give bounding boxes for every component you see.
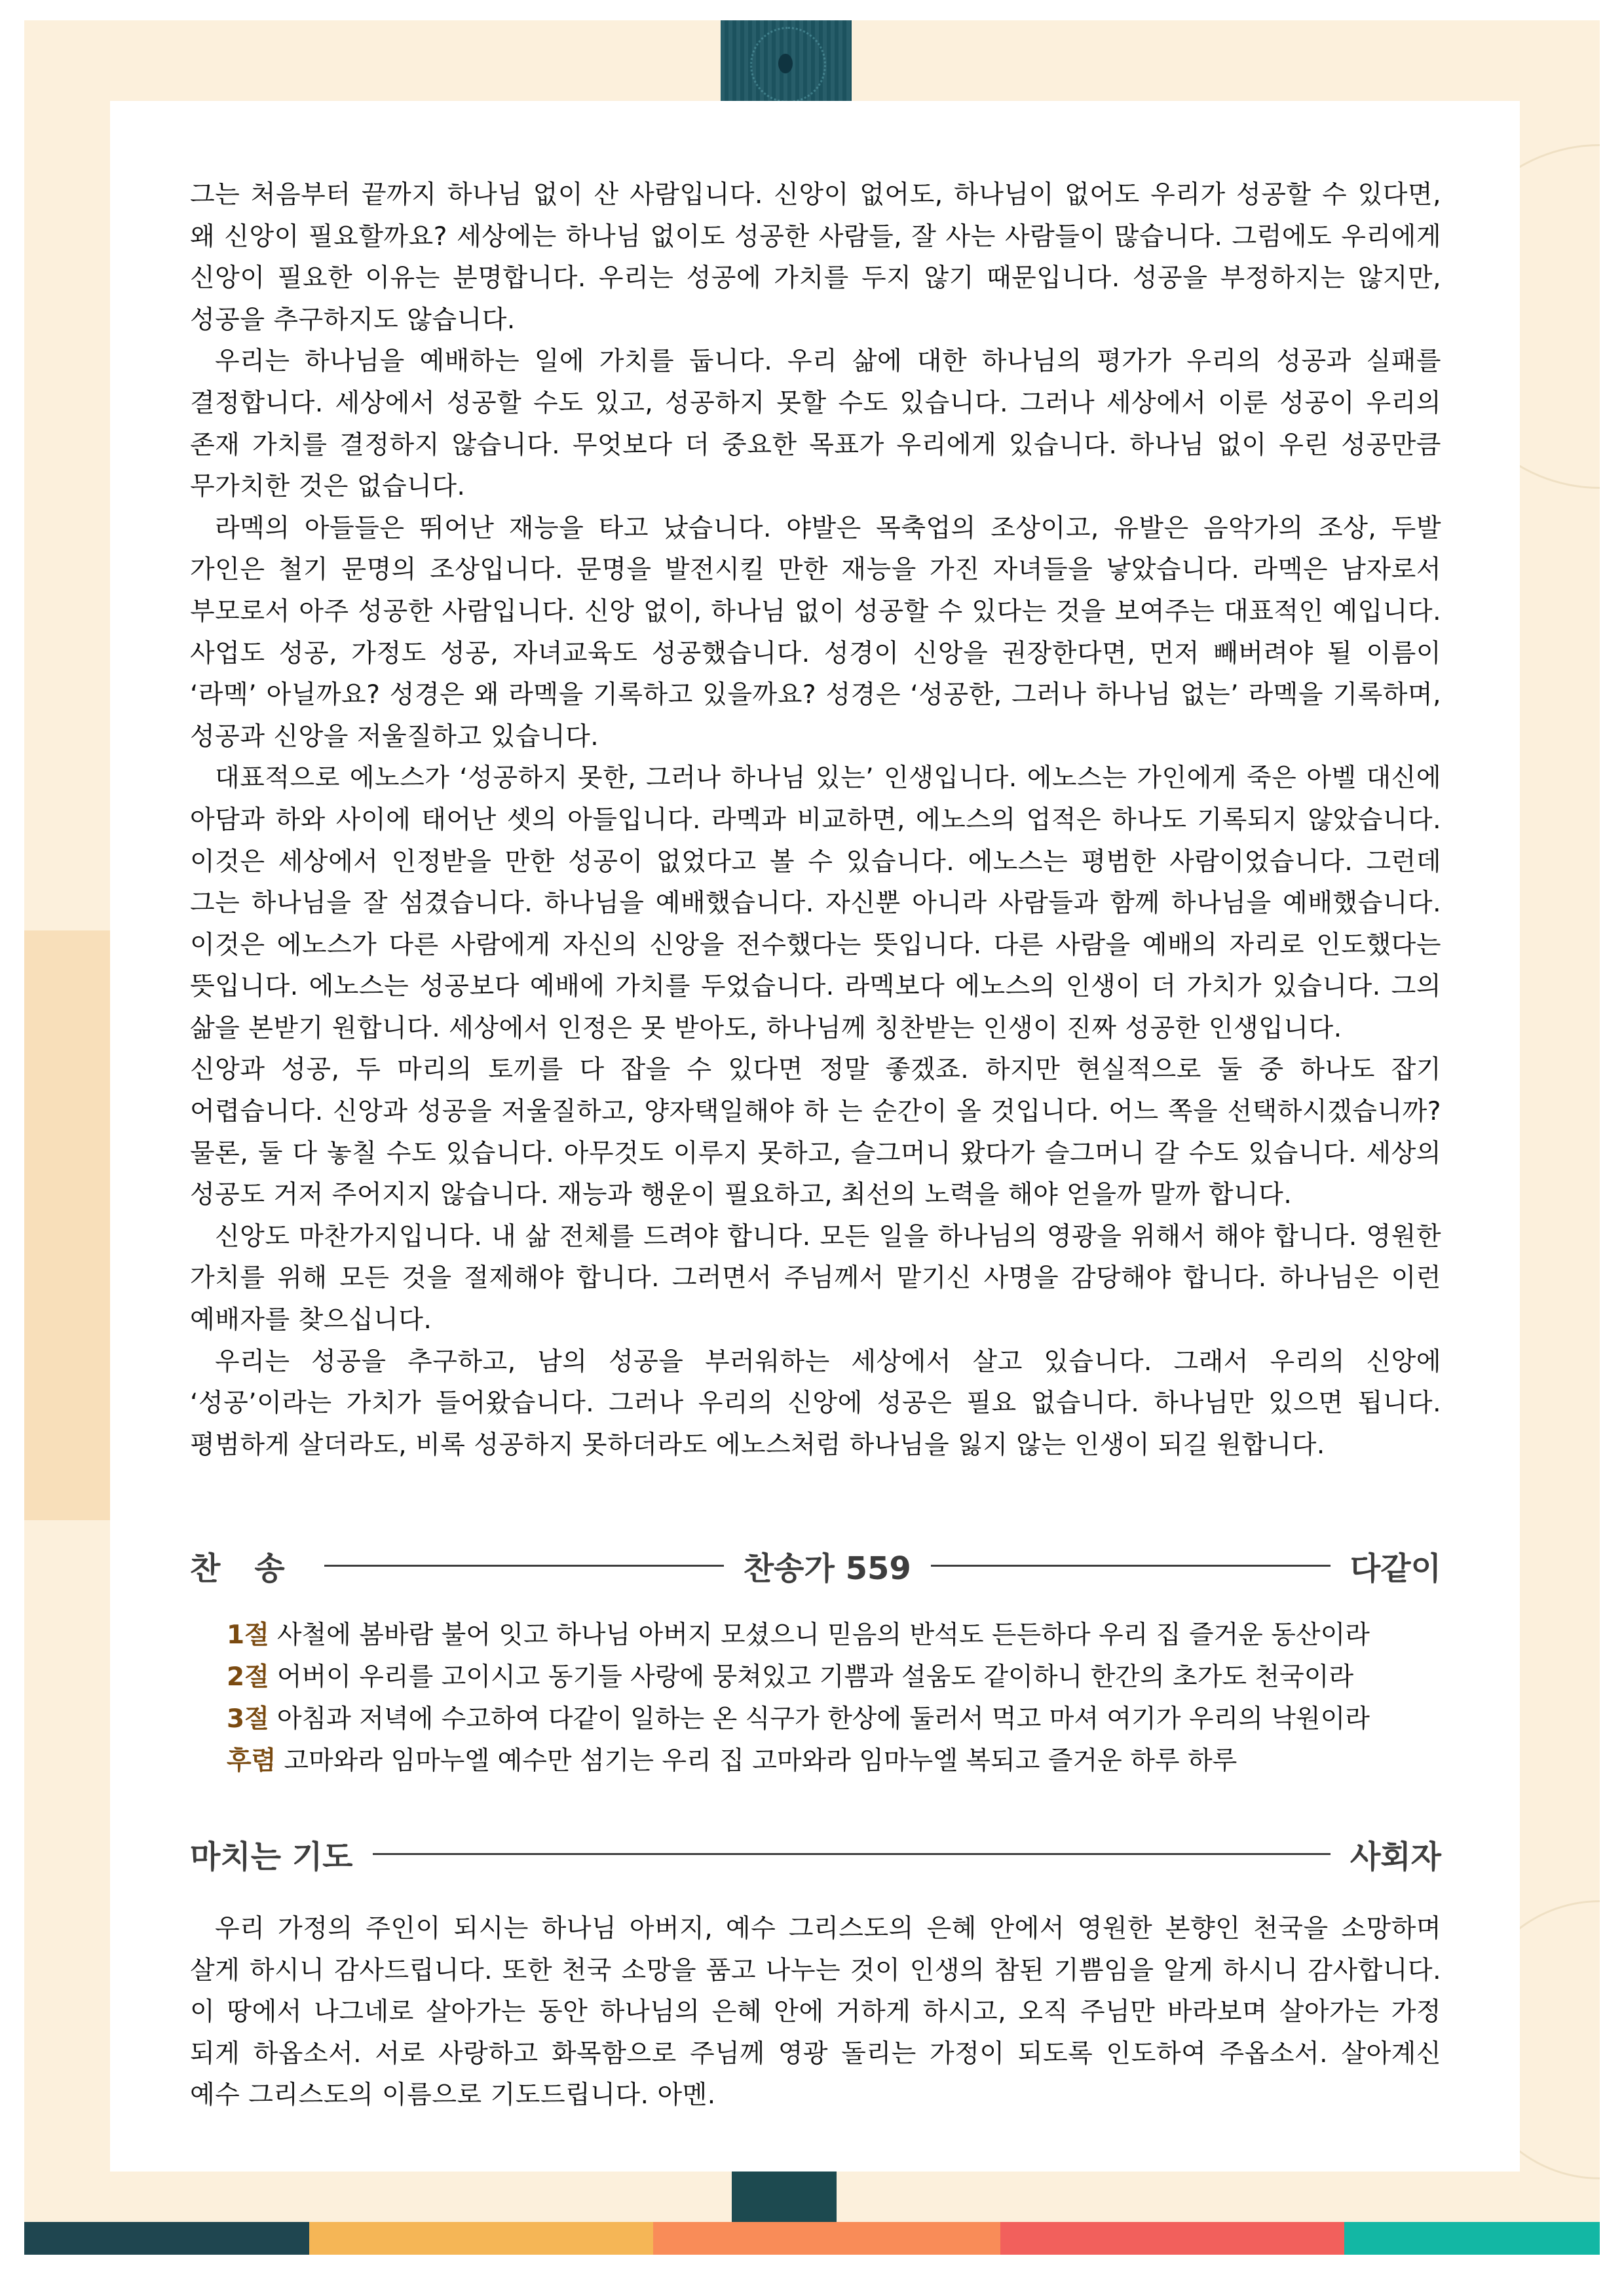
verse-text: 사철에 봄바람 불어 잇고 하나님 아버지 모셨으니 믿음의 반석도 든든하다 우리 집 즐거운 동산이라 bbox=[276, 1620, 1370, 1650]
verse-label: 1절 bbox=[227, 1620, 269, 1650]
footer-color-bar bbox=[24, 2222, 1600, 2255]
hymn-verse bbox=[227, 1698, 1441, 1740]
verse-label: 후렴 bbox=[227, 1746, 276, 1776]
footer-tab bbox=[732, 2172, 837, 2223]
sermon-paragraph: 라멕의 아들들은 뛰어난 재능을 타고 났습니다. 야발은 목축업의 조상이고, 유발은 음악가의 조상, 두발 가인은 철기 문명의 조상입니다. 문명을 발전시킬 만한 재능을 가진 자녀들을 낳았습니다. 라멕은 남자로서 부모로서 아주 성공한 사람입니다. 신앙 없이, 하나님 없이 성공할 수 있다는 것을 보여주는 대표적인 예입니다. 사업도 성공, 가정도 성공, 자녀교육도 성공했습니다. 성경이 신앙을 권장한다면, 먼저 빼버려야 될 이름이 ‘라멕’ 아닐까요? 성경은 왜 라멕을 기록하고 있을까요? 성경은 ‘성공한, 그러나 하나님 없는’ 라멕을 기록하며, 성공과 신앙을 저울질하고 있습니다. bbox=[190, 513, 1441, 752]
prayer-text: 우리 가정의 주인이 되시는 하나님 아버지, 예수 그리스도의 은혜 안에서 영원한 본향인 천국을 소망하며 살게 하시니 감사드립니다. 또한 천국 소망을 품고 나누는 것이 인생의 참된 기쁨임을 알게 하시니 감사합니다. 이 땅에서 나그네로 살아가는 동안 하나님의 은혜 안에 거하게 하시고, 오직 주님만 바라보며 살아가는 가정 되게 하옵소서. 서로 사랑하고 화목함으로 주님께 영광 돌리는 가정이 되도록 인도하여 주옵소서. 살아계신 예수 그리스도의 이름으로 기도드립니다. 아멘. bbox=[190, 1914, 1441, 2111]
hymn-header bbox=[190, 1542, 1441, 1588]
hymn-heading: 찬송 bbox=[190, 1550, 319, 1587]
hymn-verse bbox=[227, 1740, 1441, 1782]
divider bbox=[373, 1853, 1331, 1855]
sermon-paragraph: 우리는 하나님을 예배하는 일에 가치를 둡니다. 우리 삶에 대한 하나님의 평가가 우리의 성공과 실패를 결정합니다. 세상에서 성공할 수도 있고, 성공하지 못할 수도 있습니다. 그러나 세상에서 이룬 성공이 우리의 존재 가치를 결정하지 않습니다. 무엇보다 더 중요한 목표가 우리에게 있습니다. 하나님 없이 우린 성공만큼 무가치한 것은 없습니다. bbox=[190, 347, 1441, 502]
bar-segment bbox=[24, 2222, 309, 2255]
verse-label: 3절 bbox=[227, 1704, 269, 1734]
sermon-paragraph: 대표적으로 에노스가 ‘성공하지 못한, 그러나 하나님 있는’ 인생입니다. 에노스는 가인에게 죽은 아벨 대신에 아담과 하와 사이에 태어난 셋의 아들입니다. 라멕과 비교하면, 에노스의 업적은 하나도 기록되지 않았습니다. 이것은 세상에서 인정받을 만한 성공이 없었다고 볼 수 있습니다. 에노스는 평범한 사람이었습니다. 그런데 그는 하나님을 잘 섬겼습니다. 하나님을 예배했습니다. 자신뿐 아니라 사람들과 함께 하나님을 예배했습니다. 이것은 에노스가 다른 사람에게 자신의 신앙을 전수했다는 뜻입니다. 다른 사람을 예배의 자리로 인도했다는 뜻입니다. 에노스는 성공보다 예배에 가치를 두었습니다. 라멕보다 에노스의 인생이 더 가치가 있습니다. 그의 삶을 본받기 원합니다. 세상에서 인정은 못 받아도, 하나님께 칭찬받는 인생이 진짜 성공한 인생입니다. bbox=[190, 763, 1441, 1043]
verse-text: 어버이 우리를 고이시고 동기들 사랑에 뭉쳐있고 기쁨과 설움도 같이하니 한간의 초가도 천국이라 bbox=[276, 1662, 1354, 1692]
verse-label: 2절 bbox=[227, 1662, 269, 1692]
bar-segment bbox=[1344, 2222, 1600, 2255]
emblem-icon bbox=[750, 27, 826, 103]
sermon-paragraph: 신앙과 성공, 두 마리의 토끼를 다 잡을 수 있다면 정말 좋겠죠. 하지만 현실적으로 둘 중 하나도 잡기 어렵습니다. 신앙과 성공을 저울질하고, 양자택일해야 하 는 순간이 올 것입니다. 어느 쪽을 선택하시겠습니까? 물론, 둘 다 놓칠 수도 있습니다. 아무것도 이루지 못하고, 슬그머니 왔다가 슬그머니 갈 수도 있습니다. 세상의 성공도 거저 주어지지 않습니다. 재능과 행운이 필요하고, 최선의 노력을 해야 얻을까 말까 합니다. bbox=[190, 1055, 1441, 1210]
sermon-paragraph: 신앙도 마찬가지입니다. 내 삶 전체를 드려야 합니다. 모든 일을 하나님의 영광을 위해서 해야 합니다. 영원한 가치를 위해 모든 것을 절제해야 합니다. 그러면서 주님께서 맡기신 사명을 감당해야 합니다. 하나님은 이런 예배자를 찾으십니다. bbox=[190, 1221, 1441, 1335]
bar-segment bbox=[309, 2222, 653, 2255]
prayer-leader: 사회자 bbox=[1350, 1838, 1441, 1875]
sermon-paragraph: 우리는 성공을 추구하고, 남의 성공을 부러워하는 세상에서 살고 있습니다. 그래서 우리의 신앙에 ‘성공’이라는 가치가 들어왔습니다. 그러나 우리의 신앙에 성공은 필요 없습니다. 하나님만 있으면 됩니다. 평범하게 살더라도, 비록 성공하지 못하더라도 에노스처럼 하나님을 잃지 않는 인생이 되길 원합니다. bbox=[190, 1347, 1441, 1460]
hymn-verses bbox=[227, 1615, 1441, 1782]
content-card bbox=[110, 101, 1520, 2172]
verse-text: 고마와라 임마누엘 예수만 섬기는 우리 집 고마와라 임마누엘 복되고 즐거운 하루 하루 bbox=[284, 1746, 1237, 1776]
hymn-section bbox=[190, 1542, 1441, 1782]
verse-text: 아침과 저녁에 수고하여 다같이 일하는 온 식구가 한상에 둘러서 먹고 마셔 여기가 우리의 낙원이라 bbox=[276, 1704, 1370, 1734]
hymn-leader: 다같이 bbox=[1350, 1550, 1441, 1587]
prayer-heading: 마치는 기도 bbox=[190, 1838, 353, 1875]
sermon-body bbox=[190, 174, 1441, 1466]
bar-segment bbox=[653, 2222, 1000, 2255]
sermon-paragraph: 그는 처음부터 끝까지 하나님 없이 산 사람입니다. 신앙이 없어도, 하나님이 없어도 우리가 성공할 수 있다면, 왜 신앙이 필요할까요? 세상에는 하나님 없이도 성공한 사람들, 잘 사는 사람들이 많습니다. 그럼에도 우리에게 신앙이 필요한 이유는 분명합니다. 우리는 성공에 가치를 두지 않기 때문입니다. 성공을 부정하지는 않지만, 성공을 추구하지도 않습니다. bbox=[190, 180, 1441, 335]
bar-segment bbox=[1000, 2222, 1344, 2255]
closing-prayer-section bbox=[190, 1831, 1441, 2116]
hymn-title: 찬송가 559 bbox=[743, 1550, 911, 1587]
header-tab bbox=[721, 20, 852, 102]
divider bbox=[931, 1565, 1331, 1567]
divider bbox=[324, 1565, 724, 1567]
hymn-verse bbox=[227, 1656, 1441, 1698]
hymn-verse bbox=[227, 1615, 1441, 1656]
prayer-header bbox=[190, 1831, 1441, 1877]
